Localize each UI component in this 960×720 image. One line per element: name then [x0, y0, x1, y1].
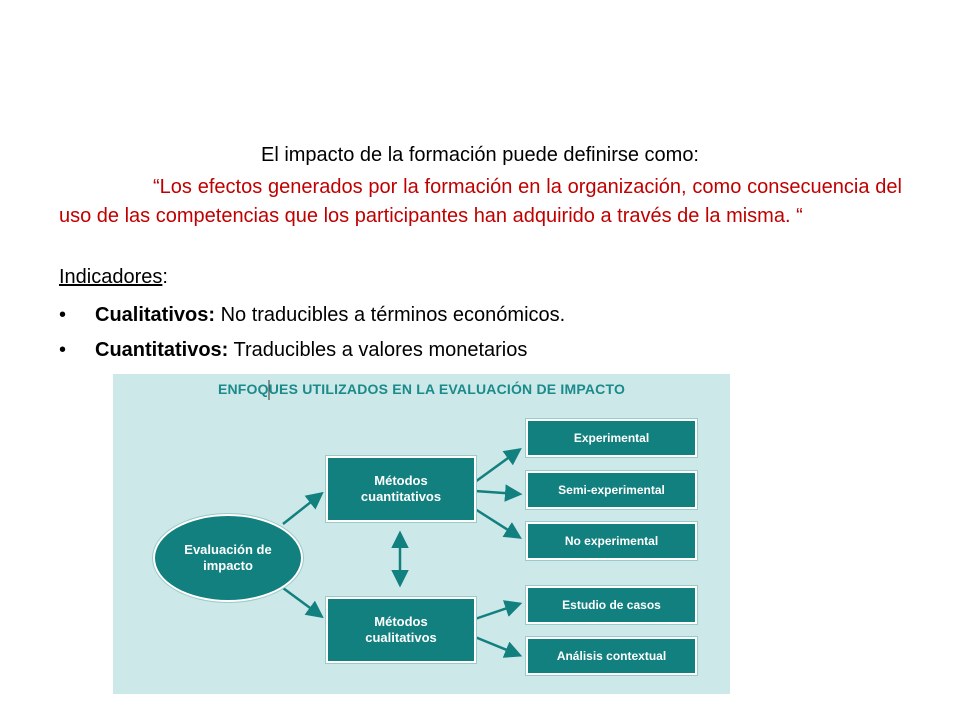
bullet-text: Traducibles a valores monetarios: [228, 339, 528, 361]
bullet-qualitative: [59, 301, 565, 329]
slide-heading: El impacto de la formación puede definirse como:: [260, 144, 699, 166]
arrow-to-analisis-contextual: [475, 637, 519, 655]
bullet-text: No traducibles a términos económicos.: [215, 304, 566, 326]
arrow-center-to-qual: [283, 588, 321, 616]
diagram-title: ENFOQUES UTILIZADOS EN LA EVALUACIÓN DE IMPACTO: [217, 381, 626, 397]
impact-evaluation-diagram: [113, 374, 730, 694]
indicators-label: [59, 263, 168, 291]
qualitative-methods-node: Métodos cualitativos: [326, 597, 476, 663]
bullet-term: Cualitativos:: [95, 304, 216, 326]
indicators-label-text: Indicadores: [59, 266, 163, 288]
definition-quote: “Los efectos generados por la formación en la organización, como consecuencia del uso de las competencias que los participantes han adquirido a través de la misma. “: [59, 176, 902, 227]
analisis-contextual-node: Análisis contextual: [526, 637, 697, 675]
arrow-to-semi-experimental: [475, 491, 519, 494]
quantitative-methods-node: Métodos cuantitativos: [326, 456, 476, 522]
experimental-node: Experimental: [526, 419, 697, 457]
semi-experimental-node: Semi-experimental: [526, 471, 697, 509]
arrow-center-to-quant: [283, 494, 321, 524]
evaluation-impact-node: Evaluación de impacto: [153, 514, 303, 602]
arrow-to-no-experimental: [475, 509, 519, 537]
indicators-colon: :: [162, 266, 168, 288]
bullet-quantitative: [59, 336, 527, 364]
bullet-marker: •: [59, 304, 67, 326]
estudio-casos-node: Estudio de casos: [526, 586, 697, 624]
arrow-to-estudio-casos: [475, 604, 519, 619]
arrow-to-experimental: [475, 450, 519, 482]
no-experimental-node: No experimental: [526, 522, 697, 560]
bullet-marker: •: [59, 339, 67, 361]
bullet-term: Cuantitativos:: [95, 339, 229, 361]
